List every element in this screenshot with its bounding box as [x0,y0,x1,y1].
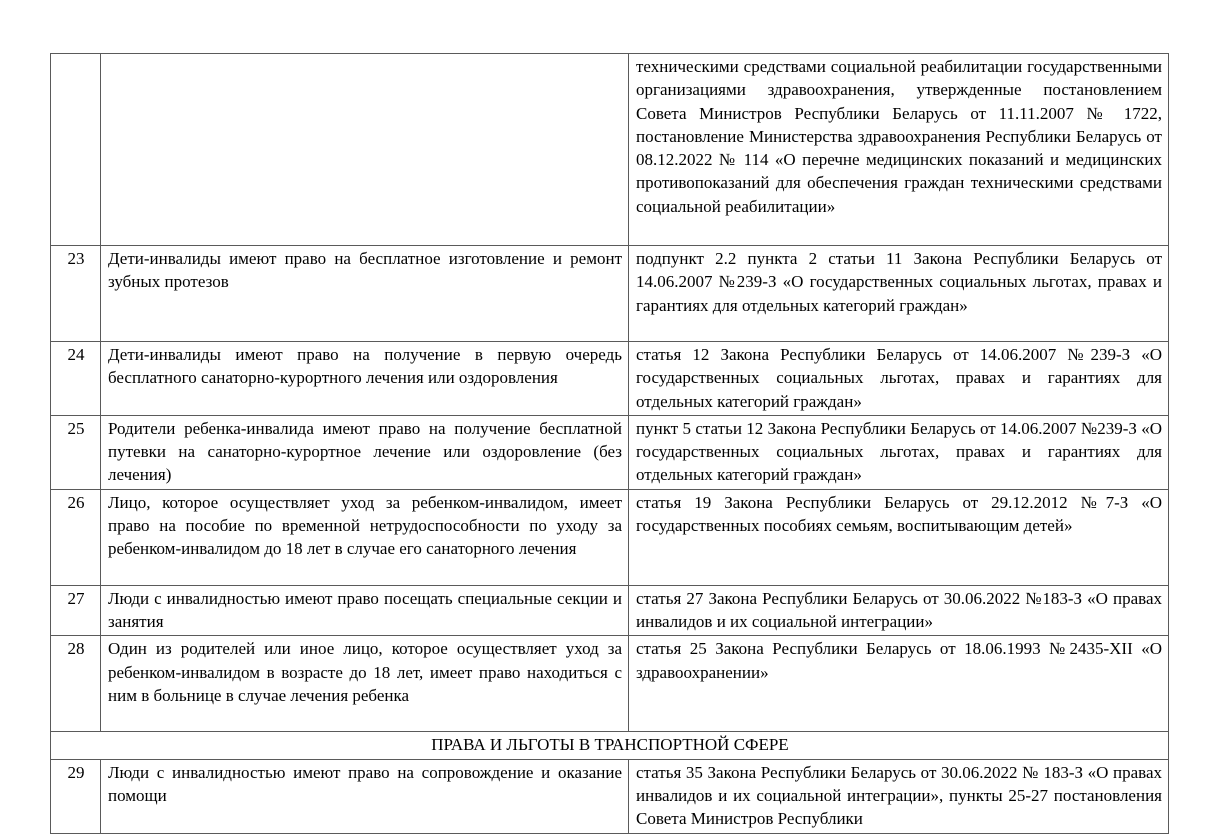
table-row [51,415,1169,489]
right-description-cell: Дети-инвалиды имеют право на получение в первую очередь бесплатного санаторно-курортного лечения или оздоровления [101,342,629,416]
table-row [51,636,1169,732]
right-description-cell: Лицо, которое осуществляет уход за ребенком-инвалидом, имеет право на пособие по временной нетрудоспособности по уходу за ребенком-инвалидом до 18 лет в случае его санаторного лечения [101,489,629,585]
legal-basis-cell: статья 12 Закона Республики Беларусь от 14.06.2007 №239-З «О государственных социальных льготах, правах и гарантиях для отдельных категорий граждан» [629,342,1169,416]
row-number-cell: 27 [51,585,101,636]
row-number-cell [51,54,101,246]
legal-basis-cell: подпункт 2.2 пункта 2 статьи 11 Закона Республики Беларусь от 14.06.2007 №239-З «О государственных социальных льготах, правах и гарантиях для отдельных категорий граждан» [629,246,1169,342]
legal-basis-cell: статья 25 Закона Республики Беларусь от 18.06.1993 №2435-XII «О здравоохранении» [629,636,1169,732]
right-description-cell: Люди с инвалидностью имеют право на сопровождение и оказание помощи [101,759,629,833]
right-description-cell: Родители ребенка-инвалида имеют право на получение бесплатной путевки на санаторно-курортное лечение или оздоровление (без лечения) [101,415,629,489]
right-description-cell [101,54,629,246]
legal-basis-cell: статья 19 Закона Республики Беларусь от 29.12.2012 №7-З «О государственных пособиях семьям, воспитывающим детей» [629,489,1169,585]
row-number-cell: 25 [51,415,101,489]
table-row [51,342,1169,416]
legal-basis-cell: статья 35 Закона Республики Беларусь от 30.06.2022 № 183-З «О правах инвалидов и их социальной интеграции», пункты 25-27 постановления Совета Министров Республики [629,759,1169,833]
table-row [51,585,1169,636]
legal-basis-cell: пункт 5 статьи 12 Закона Республики Беларусь от 14.06.2007 №239-З «О государственных социальных льготах, правах и гарантиях для отдельных категорий граждан» [629,415,1169,489]
table-row [51,54,1169,246]
table-row [51,246,1169,342]
row-number-cell: 26 [51,489,101,585]
rights-benefits-table [50,53,1169,834]
row-number-cell: 29 [51,759,101,833]
right-description-cell: Дети-инвалиды имеют право на бесплатное изготовление и ремонт зубных протезов [101,246,629,342]
right-description-cell: Люди с инвалидностью имеют право посещать специальные секции и занятия [101,585,629,636]
section-header-row [51,732,1169,759]
row-number-cell: 24 [51,342,101,416]
legal-basis-cell: статья 27 Закона Республики Беларусь от 30.06.2022 №183-З «О правах инвалидов и их социальной интеграции» [629,585,1169,636]
section-header: ПРАВА И ЛЬГОТЫ В ТРАНСПОРТНОЙ СФЕРЕ [51,732,1169,759]
row-number-cell: 23 [51,246,101,342]
table-row [51,489,1169,585]
legal-basis-cell: техническими средствами социальной реабилитации государственными организациями здравоохранения, утвержденные постановлением Совета Министров Республики Беларусь от 11.11.2007 № 1722, постановление Министерства здравоохранения Республики Беларусь от 08.12.2022 № 114 «О перечне медицинских показаний и медицинских противопоказаний для обеспечения граждан техническими средствами социальной реабилитации» [629,54,1169,246]
right-description-cell: Один из родителей или иное лицо, которое осуществляет уход за ребенком-инвалидом в возрасте до 18 лет, имеет право находиться с ним в больнице в случае лечения ребенка [101,636,629,732]
table-row [51,759,1169,833]
row-number-cell: 28 [51,636,101,732]
rights-table-body [51,54,1169,834]
